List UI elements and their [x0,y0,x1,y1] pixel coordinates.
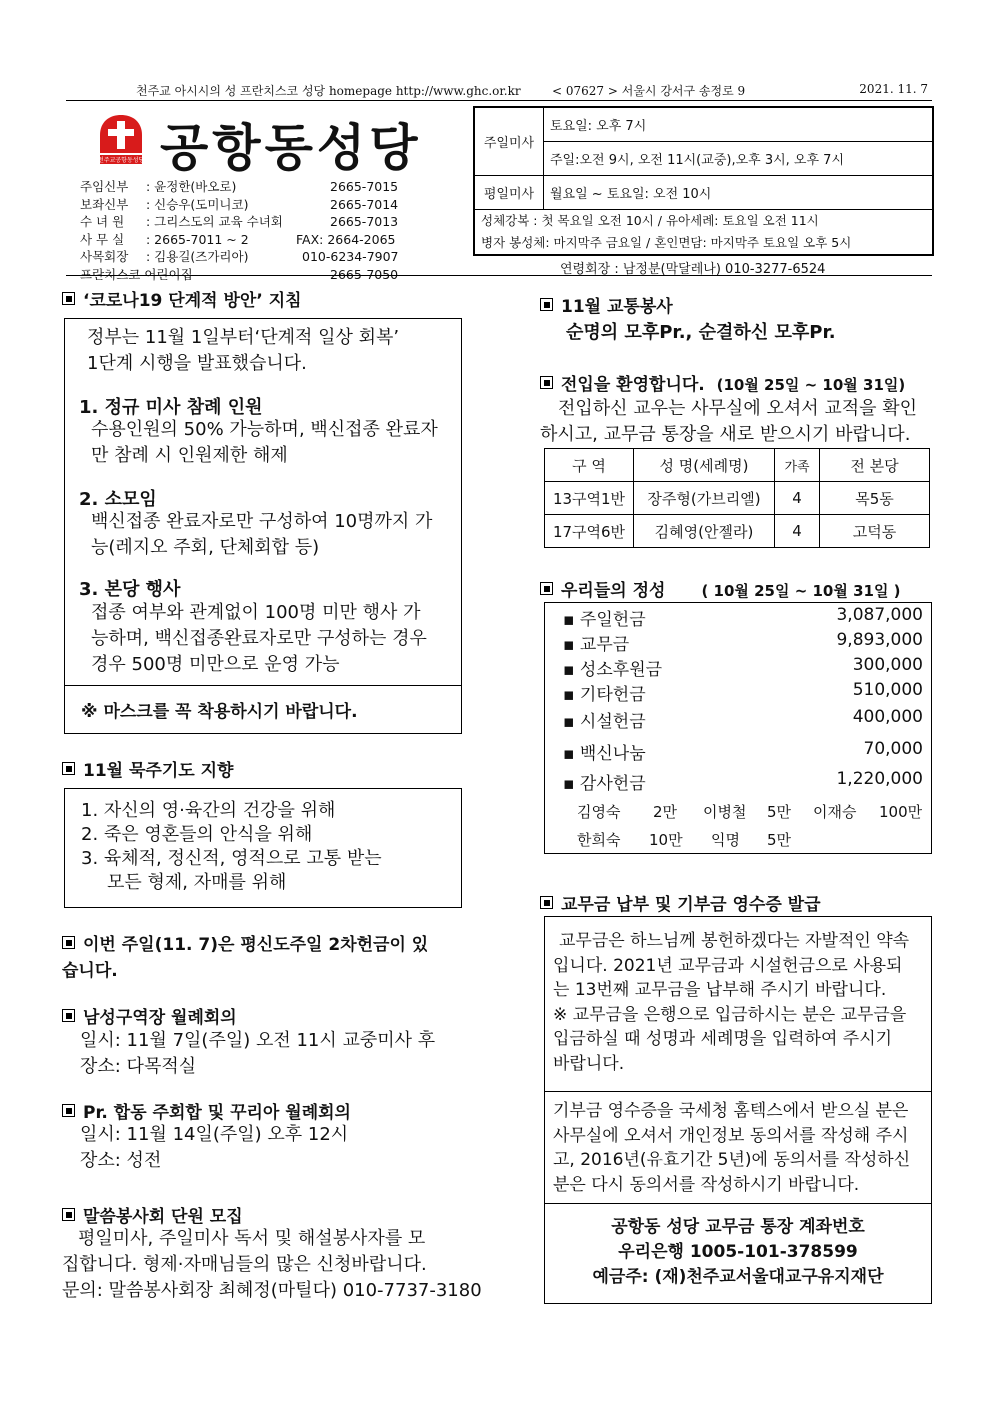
table-row: 17구역6반 김혜영(안젤라) 4 고덕동 [545,515,930,548]
bank-account-info: 공항동 성당 교무금 통장 계좌번호 우리은행 1005-101-378599 예금주: (재)천주교서울대교구유지재단 [592,1217,884,1287]
lector-heading: 말씀봉사회 단원 모집 [62,1202,243,1227]
donor-name: 한희숙 [577,831,621,849]
list-item: ▪ 시설헌금 400,000 [563,707,923,732]
homepage-info: 천주교 아시시의 성 프란치스코 성당 homepage http://www.ghc.or.kr [136,84,521,98]
list-item: ▪ 백신나눔 70,000 [563,739,923,764]
offerings-heading: 우리들의 정성 ( 10월 25일 ~ 10월 31일 ) [540,576,901,601]
dues-paragraph: 교무금은 하느님께 봉헌하겠다는 자발적인 약속 입니다. 2021년 교무금과 시설헌금으로 사용되 는 13번째 교무금을 납부해 주시기 바랍니다. ※ 교무금을 은행으로 입금하시는 분은 교무금을 입금하실 때 성명과 세례명을 입력하여 주시기 바랍니다. [553,931,910,1074]
donor-name: 익명 [711,831,740,849]
covid-item-title: 1. 정규 미사 참례 인원 [79,397,263,418]
list-item: ▪ 교무금 9,893,000 [563,630,923,655]
traffic-assignment: 순명의 모후Pr., 순결하신 모후Pr. [566,322,836,343]
donor-amount: 100만 [879,803,923,821]
church-address: < 07627 > 서울시 강서구 송정로 9 [552,84,746,98]
lector-details: 평일미사, 주일미사 독서 및 해설봉사자를 모 집합니다. 형제·자매님들의 많은 신청바랍니다. 문의: 말씀봉사회장 최혜정(마틸다) 010-7737-3180 [62,1228,482,1301]
covid-item-body: 수용인원의 50% 가능하며, 백신접종 완료자 만 참례 시 인원제한 해제 [91,419,438,466]
donor-name: 이병철 [703,803,747,821]
covid-heading: ‘코로나19 단계적 방안’ 지침 [62,286,302,311]
weekday-mass-label: 평일미사 [475,176,544,210]
rosary-heading: 11월 묵주기도 지향 [62,756,233,781]
men-meeting-heading: 남성구역장 월례회의 [62,1003,237,1028]
square-bullet-icon [62,1009,75,1022]
sunday-mass-time: 주일:오전 9시, 오전 11시(교중),오후 3시, 오후 7시 [544,142,933,176]
square-bullet-icon [540,582,553,595]
men-meeting-details: 일시: 11월 7일(주일) 오전 11시 교중미사 후 장소: 다목적실 [80,1030,436,1077]
square-bullet-icon [62,936,75,949]
pr-meeting-details: 일시: 11월 14일(주일) 오후 12시 장소: 성전 [80,1124,349,1171]
table-row: 13구역1반 장주형(가브리엘) 4 목5동 [545,482,930,515]
newcomers-heading: 전입을 환영합니다. (10월 25일 ~ 10월 31일) [540,370,905,395]
sacrament-info [475,210,933,255]
header-bottom-rule [66,275,932,276]
covid-intro: 정부는 11월 1일부터‘단계적 일상 회복’ 1단계 시행을 발표했습니다. [87,327,400,374]
covid-item-body: 백신접종 완료자로만 구성하여 10명까지 가 능(레지오 주회, 단체회합 등) [91,511,433,558]
rosary-panel [64,788,462,908]
funeral-society-president: 연령회장 : 남정분(막달레나) 010-3277-6524 [560,262,826,277]
newcomers-table [544,448,930,548]
weekday-mass-time: 월요일 ~ 토요일: 오전 10시 [544,176,933,210]
second-collection-notice: 이번 주일(11. 7)은 평신도주일 2차헌금이 있 습니다. [62,935,429,981]
header-rule [66,100,932,101]
list-item: ▪ 기타헌금 510,000 [563,680,923,705]
offerings-panel [544,602,932,854]
donor-amount: 10만 [649,831,683,849]
square-bullet-icon [62,762,75,775]
traffic-heading: 11월 교통봉사 [540,292,673,317]
square-bullet-icon [540,896,553,909]
list-item: ▪ 주일헌금 3,087,000 [563,605,923,630]
saturday-mass-time: 토요일: 오후 7시 [544,108,933,142]
covid-panel [64,318,462,734]
logo-caption: 천주교공항동성당 [98,157,144,164]
covid-item-body: 접종 여부와 관계없이 100명 미만 행사 가 능하며, 백신접종완료자로만 구성하는 경우 경우 500명 미만으로 운영 가능 [91,602,427,675]
newcomers-notice: 전입하신 교우는 사무실에 오셔서 교적을 확인 하시고, 교무금 통장을 새로 받으시기 바랍니다. [540,398,917,445]
sacrament-line: 병자 봉성체: 마지막주 금요일 / 혼인면담: 마지막주 토요일 오후 5시 [481,235,852,250]
square-bullet-icon [62,1104,75,1117]
dues-heading: 교무금 납부 및 기부금 영수증 발급 [540,890,821,915]
sacrament-line: 성체강복 : 첫 목요일 오전 10시 / 유아세례: 토요일 오전 11시 [481,213,819,228]
table-header-row: 구 역 성 명(세례명) 가족 전 본당 [545,449,930,482]
square-bullet-icon [540,298,553,311]
rosary-intentions: 1. 자신의 영·육간의 건강을 위해 2. 죽은 영혼들의 안식을 위해 3. 육체적, 정신적, 영적으로 고통 받는 모든 형제, 자매를 위해 [81,800,382,893]
mass-schedule [473,106,934,256]
square-bullet-icon [540,376,553,389]
donor-amount: 5만 [767,831,792,849]
square-bullet-icon [62,292,75,305]
church-title: 공항동성당 [160,119,422,177]
dues-panel [544,916,932,1304]
covid-item-title: 2. 소모임 [79,489,157,510]
pr-meeting-heading: Pr. 합동 주회합 및 꾸리아 월례회의 [62,1098,351,1123]
list-item: ▪ 성소후원금 300,000 [563,655,923,680]
mask-notice: ※ 마스크를 꼭 착용하시기 바랍니다. [81,702,358,722]
bulletin-date: 2021. 11. 7 [859,82,928,96]
donor-name: 이재승 [813,803,857,821]
covid-item-title: 3. 본당 행사 [79,579,181,600]
donor-name: 김영숙 [577,803,621,821]
square-bullet-icon [62,1208,75,1221]
sunday-mass-label: 주일미사 [475,108,544,176]
donor-amount: 5만 [767,803,792,821]
offerings-list [545,605,931,795]
donor-amount: 2만 [653,803,678,821]
receipt-paragraph: 기부금 영수증을 국세청 홈텍스에서 받으실 분은 사무실에 오셔서 개인정보 동의서를 작성해 주시 고, 2016년(유효기간 5년)에 동의서를 작성하신 분은 다시 동의서를 작성하시기 바랍니다. [553,1101,911,1195]
list-item: ▪ 감사헌금 1,220,000 [563,769,923,794]
